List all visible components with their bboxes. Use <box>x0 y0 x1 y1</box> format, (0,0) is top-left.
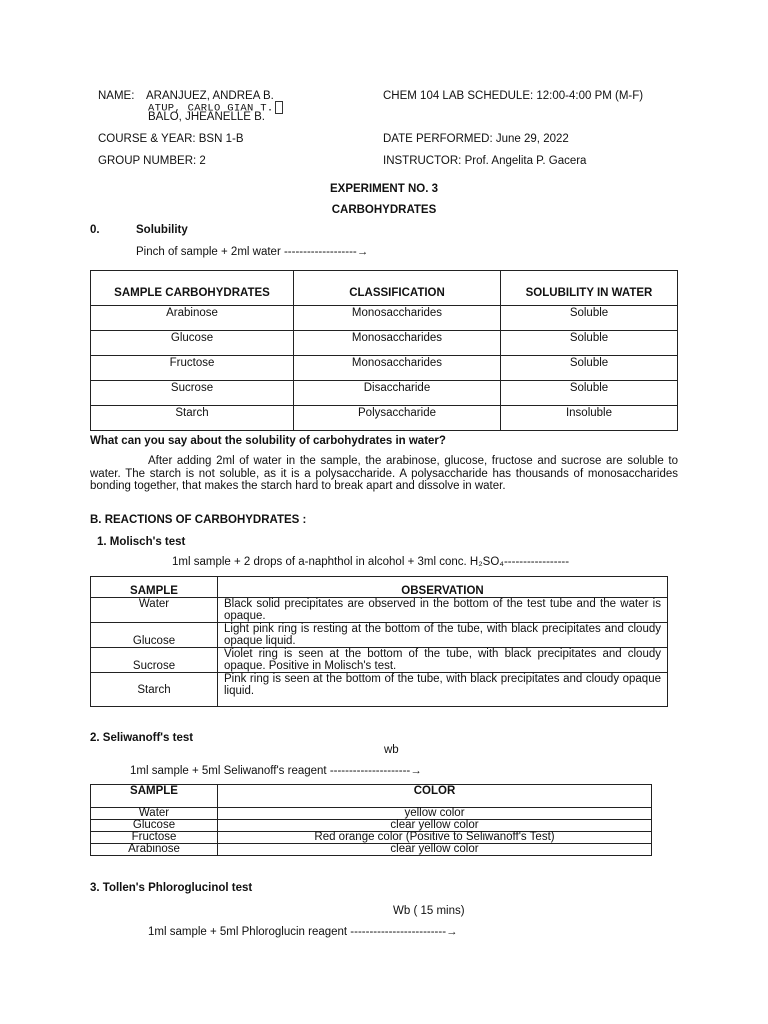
table-cell: clear yellow color <box>218 844 652 856</box>
section-heading-reactions: B. REACTIONS OF CARBOHYDRATES : <box>90 514 307 526</box>
table-cell: Polysaccharide <box>294 406 501 431</box>
experiment-number: EXPERIMENT NO. 3 <box>330 183 438 195</box>
missing-glyph-icon <box>275 101 283 114</box>
table-row <box>91 623 668 648</box>
seliwanoff-procedure: 1ml sample + 5ml Seliwanoff's reagent ---------------------→ <box>130 765 422 777</box>
table-cell: Light pink ring is resting at the bottom of the tube, with black precipitates and cloudy opaque liquid. <box>218 623 668 648</box>
table-cell: Soluble <box>501 381 678 406</box>
table-row <box>91 844 652 856</box>
molisch-procedure: 1ml sample + 2 drops of a-naphthol in alcohol + 3ml conc. H₂SO₄----------------- <box>172 556 570 568</box>
table-cell: Sucrose <box>91 648 218 673</box>
molisch-table <box>90 576 668 707</box>
table-row <box>91 598 668 623</box>
solubility-procedure: Pinch of sample + 2ml water -------------------→ <box>136 246 369 258</box>
table-cell: Insoluble <box>501 406 678 431</box>
table-cell: Arabinose <box>91 844 218 856</box>
solubility-answer: After adding 2ml of water in the sample, the arabinose, glucose, fructose and sucrose are soluble to water. The starch is not soluble, as it is a polysaccharide. A polysaccharide has thousands of monosaccharides bonding together, that makes the starch hard to break apart and dissolve in water. <box>90 455 678 492</box>
table-header-row <box>91 577 668 598</box>
table-cell: Fructose <box>91 356 294 381</box>
student-name-2: ATUP, CARLO GIAN T. <box>148 101 283 114</box>
table-row <box>91 673 668 707</box>
molisch-heading: 1. Molisch's test <box>97 536 186 548</box>
table-row <box>91 648 668 673</box>
table-row <box>91 356 678 381</box>
table-cell: Red orange color (Positive to Seliwanoff's Test) <box>218 832 652 844</box>
tollens-note: Wb ( 15 mins) <box>393 905 465 917</box>
table-cell: Sucrose <box>91 381 294 406</box>
table-row <box>91 832 652 844</box>
seliwanoff-note: wb <box>384 744 399 756</box>
date-performed: DATE PERFORMED: June 29, 2022 <box>383 133 569 145</box>
table-cell: Starch <box>91 406 294 431</box>
table-cell: Soluble <box>501 306 678 331</box>
table-cell: Monosaccharides <box>294 331 501 356</box>
table-cell: Disaccharide <box>294 381 501 406</box>
column-header: COLOR <box>218 785 652 808</box>
table-row <box>91 808 652 820</box>
table-cell: Soluble <box>501 356 678 381</box>
seliwanoff-heading: 2. Seliwanoff's test <box>90 732 194 744</box>
tollens-heading: 3. Tollen's Phloroglucinol test <box>90 882 253 894</box>
instructor: INSTRUCTOR: Prof. Angelita P. Gacera <box>383 155 587 167</box>
column-header: SAMPLE CARBOHYDRATES <box>91 271 294 306</box>
name-label: NAME: <box>98 90 135 102</box>
section-number: 0. <box>90 224 100 236</box>
column-header: CLASSIFICATION <box>294 271 501 306</box>
column-header: OBSERVATION <box>218 577 668 598</box>
table-row <box>91 406 678 431</box>
table-cell: Monosaccharides <box>294 306 501 331</box>
table-header-row <box>91 785 652 808</box>
column-header: SOLUBILITY IN WATER <box>501 271 678 306</box>
solubility-question: What can you say about the solubility of carbohydrates in water? <box>90 435 446 447</box>
table-cell: Glucose <box>91 331 294 356</box>
table-row <box>91 331 678 356</box>
table-cell: Glucose <box>91 623 218 648</box>
column-header: SAMPLE <box>91 577 218 598</box>
table-cell: yellow color <box>218 808 652 820</box>
table-header-row <box>91 271 678 306</box>
table-cell: Soluble <box>501 331 678 356</box>
seliwanoff-table <box>90 784 652 856</box>
table-cell: Arabinose <box>91 306 294 331</box>
solubility-table <box>90 270 678 431</box>
table-cell: Glucose <box>91 820 218 832</box>
column-header: SAMPLE <box>91 785 218 808</box>
section-heading-solubility: Solubility <box>136 224 188 236</box>
table-cell: Fructose <box>91 832 218 844</box>
table-cell: Water <box>91 808 218 820</box>
course-year: COURSE & YEAR: BSN 1-B <box>98 133 244 145</box>
table-cell: clear yellow color <box>218 820 652 832</box>
table-cell: Water <box>91 598 218 623</box>
table-row <box>91 306 678 331</box>
student-name-3: BALO, JHEANELLE B. <box>148 111 265 123</box>
table-cell: Violet ring is seen at the bottom of the tube, with black precipitates and cloudy opaque. Positive in Molisch's test. <box>218 648 668 673</box>
table-row <box>91 381 678 406</box>
lab-schedule: CHEM 104 LAB SCHEDULE: 12:00-4:00 PM (M-F) <box>383 90 644 102</box>
tollens-procedure: 1ml sample + 5ml Phloroglucin reagent -------------------------→ <box>148 926 458 938</box>
table-row <box>91 820 652 832</box>
table-cell: Pink ring is seen at the bottom of the tube, with black precipitates and cloudy opaque liquid. <box>218 673 668 707</box>
group-number: GROUP NUMBER: 2 <box>98 155 206 167</box>
table-cell: Starch <box>91 673 218 707</box>
table-cell: Monosaccharides <box>294 356 501 381</box>
table-cell: Black solid precipitates are observed in the bottom of the test tube and the water is opaque. <box>218 598 668 623</box>
student-name-1: ARANJUEZ, ANDREA B. <box>146 90 274 102</box>
experiment-title: CARBOHYDRATES <box>331 204 437 216</box>
